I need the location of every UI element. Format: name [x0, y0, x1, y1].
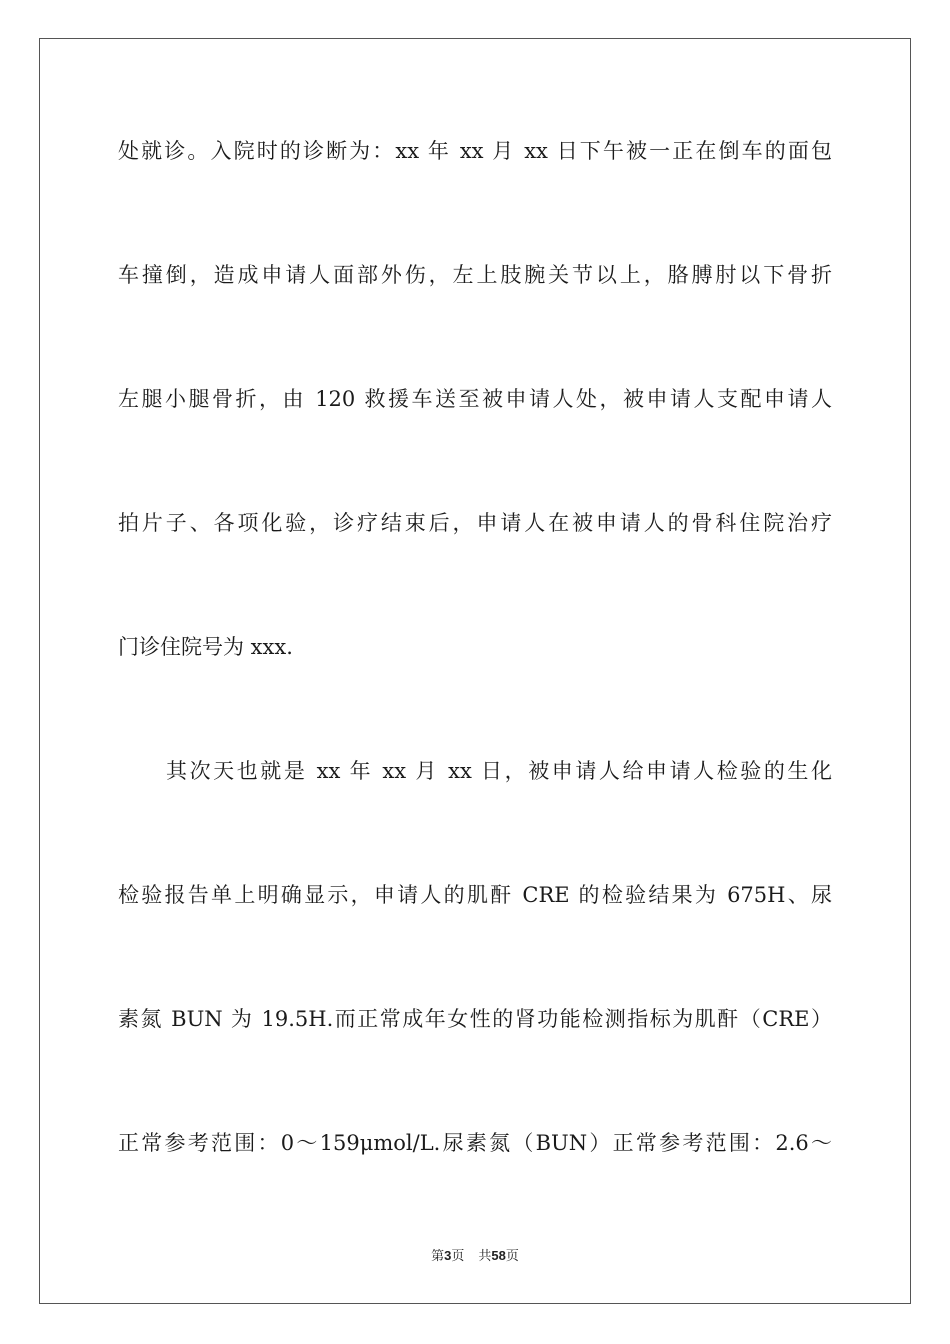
body-line-2: 车撞倒，造成申请人面部外伤，左上肢腕关节以上，胳膊肘以下骨折: [118, 263, 832, 287]
footer-total-prefix: 共: [478, 1249, 492, 1264]
footer-page-number: 3: [444, 1248, 452, 1263]
footer-total-suffix: 页: [505, 1249, 519, 1264]
body-line-3: 左腿小腿骨折，由 120 救援车送至被申请人处，被申请人支配申请人: [118, 387, 832, 411]
body-line-4: 拍片子、各项化验，诊疗结束后，申请人在被申请人的骨科住院治疗: [118, 511, 832, 535]
footer-page-prefix: 第: [431, 1249, 445, 1264]
paragraph-2-line-3: 素氮 BUN 为 19.5H.而正常成年女性的肾功能检测指标为肌酐（CRE）: [118, 1007, 832, 1031]
paragraph-2-line-4: 正常参考范围：0～159μmol/L.尿素氮（BUN）正常参考范围：2.6～: [118, 1131, 832, 1155]
paragraph-2-line-1: 其次天也就是 xx 年 xx 月 xx 日，被申请人给申请人检验的生化: [166, 759, 832, 783]
body-line-5: 门诊住院号为 xxx.: [118, 635, 293, 659]
page-footer: [0, 1247, 950, 1266]
page-border: [39, 38, 911, 1304]
footer-page-suffix: 页: [451, 1249, 465, 1264]
footer-total-pages: 58: [491, 1248, 506, 1263]
paragraph-2-line-2: 检验报告单上明确显示，申请人的肌酐 CRE 的检验结果为 675H、尿: [118, 883, 832, 907]
body-line-1: 处就诊。入院时的诊断为：xx 年 xx 月 xx 日下午被一正在倒车的面包: [118, 139, 832, 163]
